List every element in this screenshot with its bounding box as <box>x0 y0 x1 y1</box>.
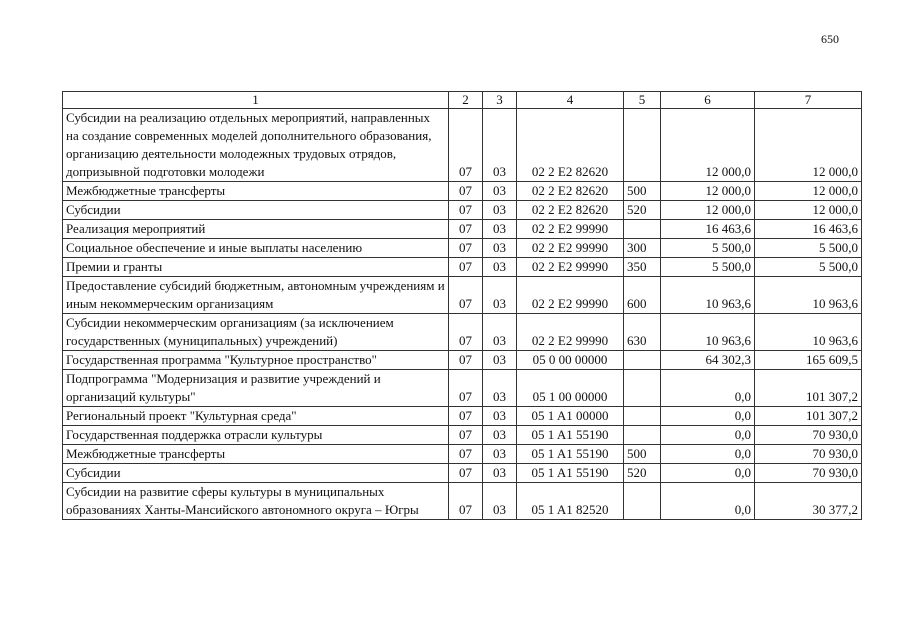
section-code-cell: 07 <box>449 445 483 464</box>
column-header-3: 3 <box>483 92 517 109</box>
amount-year1-cell: 10 963,6 <box>661 314 755 351</box>
target-article-cell: 05 1 A1 55190 <box>517 445 624 464</box>
section-code-cell: 07 <box>449 201 483 220</box>
amount-year1-cell: 12 000,0 <box>661 182 755 201</box>
target-article-cell: 02 2 E2 82620 <box>517 201 624 220</box>
table-row <box>63 370 862 407</box>
target-article-cell: 02 2 E2 99990 <box>517 258 624 277</box>
amount-year2-cell: 70 930,0 <box>755 426 862 445</box>
expense-type-cell: 500 <box>624 182 661 201</box>
subsection-code-cell: 03 <box>483 239 517 258</box>
subsection-code-cell: 03 <box>483 370 517 407</box>
amount-year1-cell: 12 000,0 <box>661 201 755 220</box>
amount-year2-cell: 5 500,0 <box>755 258 862 277</box>
expense-type-cell <box>624 109 661 182</box>
target-article-cell: 02 2 E2 82620 <box>517 182 624 201</box>
amount-year1-cell: 0,0 <box>661 407 755 426</box>
section-code-cell: 07 <box>449 109 483 182</box>
subsection-code-cell: 03 <box>483 182 517 201</box>
section-code-cell: 07 <box>449 426 483 445</box>
row-name-cell: Реализация мероприятий <box>63 220 449 239</box>
amount-year2-cell: 101 307,2 <box>755 407 862 426</box>
amount-year2-cell: 12 000,0 <box>755 201 862 220</box>
subsection-code-cell: 03 <box>483 277 517 314</box>
section-code-cell: 07 <box>449 258 483 277</box>
section-code-cell: 07 <box>449 314 483 351</box>
column-header-1: 1 <box>63 92 449 109</box>
row-name-cell: Субсидии некоммерческим организациям (за исключением государственных (муниципальных) учреждений) <box>63 314 449 351</box>
column-header-5: 5 <box>624 92 661 109</box>
column-header-6: 6 <box>661 92 755 109</box>
table-row <box>63 239 862 258</box>
expense-type-cell <box>624 220 661 239</box>
column-header-4: 4 <box>517 92 624 109</box>
expense-type-cell: 520 <box>624 201 661 220</box>
target-article-cell: 02 2 E2 99990 <box>517 239 624 258</box>
target-article-cell: 05 1 00 00000 <box>517 370 624 407</box>
section-code-cell: 07 <box>449 182 483 201</box>
amount-year2-cell: 16 463,6 <box>755 220 862 239</box>
column-header-2: 2 <box>449 92 483 109</box>
subsection-code-cell: 03 <box>483 220 517 239</box>
expense-type-cell: 600 <box>624 277 661 314</box>
table-row <box>63 314 862 351</box>
amount-year2-cell: 70 930,0 <box>755 464 862 483</box>
table-body <box>63 109 862 520</box>
amount-year1-cell: 10 963,6 <box>661 277 755 314</box>
amount-year1-cell: 5 500,0 <box>661 239 755 258</box>
amount-year2-cell: 12 000,0 <box>755 109 862 182</box>
row-name-cell: Подпрограмма "Модернизация и развитие учреждений и организаций культуры" <box>63 370 449 407</box>
section-code-cell: 07 <box>449 464 483 483</box>
table-row <box>63 445 862 464</box>
row-name-cell: Государственная программа "Культурное пространство" <box>63 351 449 370</box>
subsection-code-cell: 03 <box>483 314 517 351</box>
expense-type-cell <box>624 407 661 426</box>
table-row <box>63 258 862 277</box>
table-row <box>63 182 862 201</box>
amount-year2-cell: 10 963,6 <box>755 314 862 351</box>
amount-year1-cell: 5 500,0 <box>661 258 755 277</box>
table-row <box>63 351 862 370</box>
target-article-cell: 02 2 E2 99990 <box>517 277 624 314</box>
expense-type-cell <box>624 351 661 370</box>
section-code-cell: 07 <box>449 370 483 407</box>
section-code-cell: 07 <box>449 220 483 239</box>
amount-year2-cell: 12 000,0 <box>755 182 862 201</box>
table-row <box>63 464 862 483</box>
amount-year1-cell: 0,0 <box>661 426 755 445</box>
amount-year1-cell: 12 000,0 <box>661 109 755 182</box>
amount-year2-cell: 70 930,0 <box>755 445 862 464</box>
expense-type-cell: 500 <box>624 445 661 464</box>
target-article-cell: 02 2 E2 99990 <box>517 314 624 351</box>
target-article-cell: 05 1 A1 55190 <box>517 426 624 445</box>
row-name-cell: Межбюджетные трансферты <box>63 182 449 201</box>
row-name-cell: Государственная поддержка отрасли культуры <box>63 426 449 445</box>
budget-table <box>62 91 862 520</box>
row-name-cell: Субсидии на развитие сферы культуры в муниципальных образованиях Ханты-Мансийского автономного округа – Югры <box>63 483 449 520</box>
row-name-cell: Региональный проект "Культурная среда" <box>63 407 449 426</box>
amount-year2-cell: 165 609,5 <box>755 351 862 370</box>
subsection-code-cell: 03 <box>483 351 517 370</box>
subsection-code-cell: 03 <box>483 445 517 464</box>
row-name-cell: Субсидии <box>63 464 449 483</box>
row-name-cell: Субсидии на реализацию отдельных мероприятий, направленных на создание современных моделей дополнительного образования, организацию деятельности молодежных трудовых отрядов, допризывной подготовки молодежи <box>63 109 449 182</box>
amount-year1-cell: 0,0 <box>661 370 755 407</box>
section-code-cell: 07 <box>449 277 483 314</box>
amount-year2-cell: 101 307,2 <box>755 370 862 407</box>
column-header-7: 7 <box>755 92 862 109</box>
table-row <box>63 109 862 182</box>
amount-year2-cell: 30 377,2 <box>755 483 862 520</box>
amount-year2-cell: 5 500,0 <box>755 239 862 258</box>
expense-type-cell: 630 <box>624 314 661 351</box>
expense-type-cell <box>624 426 661 445</box>
amount-year1-cell: 64 302,3 <box>661 351 755 370</box>
target-article-cell: 05 1 A1 00000 <box>517 407 624 426</box>
target-article-cell: 02 2 E2 99990 <box>517 220 624 239</box>
table-row <box>63 426 862 445</box>
table-row <box>63 407 862 426</box>
target-article-cell: 05 1 A1 55190 <box>517 464 624 483</box>
table-row <box>63 220 862 239</box>
target-article-cell: 02 2 E2 82620 <box>517 109 624 182</box>
table-row <box>63 277 862 314</box>
amount-year1-cell: 0,0 <box>661 464 755 483</box>
subsection-code-cell: 03 <box>483 483 517 520</box>
section-code-cell: 07 <box>449 483 483 520</box>
subsection-code-cell: 03 <box>483 426 517 445</box>
amount-year1-cell: 16 463,6 <box>661 220 755 239</box>
target-article-cell: 05 1 A1 82520 <box>517 483 624 520</box>
expense-type-cell: 350 <box>624 258 661 277</box>
row-name-cell: Предоставление субсидий бюджетным, автономным учреждениям и иным некоммерческим организациям <box>63 277 449 314</box>
expense-type-cell <box>624 370 661 407</box>
row-name-cell: Межбюджетные трансферты <box>63 445 449 464</box>
row-name-cell: Социальное обеспечение и иные выплаты населению <box>63 239 449 258</box>
section-code-cell: 07 <box>449 239 483 258</box>
subsection-code-cell: 03 <box>483 201 517 220</box>
expense-type-cell: 520 <box>624 464 661 483</box>
expense-type-cell: 300 <box>624 239 661 258</box>
expense-type-cell <box>624 483 661 520</box>
column-number-row <box>63 92 862 109</box>
subsection-code-cell: 03 <box>483 464 517 483</box>
section-code-cell: 07 <box>449 351 483 370</box>
row-name-cell: Субсидии <box>63 201 449 220</box>
subsection-code-cell: 03 <box>483 407 517 426</box>
section-code-cell: 07 <box>449 407 483 426</box>
page-number: 650 <box>821 32 839 46</box>
amount-year2-cell: 10 963,6 <box>755 277 862 314</box>
amount-year1-cell: 0,0 <box>661 445 755 464</box>
target-article-cell: 05 0 00 00000 <box>517 351 624 370</box>
table-row <box>63 483 862 520</box>
amount-year1-cell: 0,0 <box>661 483 755 520</box>
row-name-cell: Премии и гранты <box>63 258 449 277</box>
subsection-code-cell: 03 <box>483 109 517 182</box>
table-row <box>63 201 862 220</box>
subsection-code-cell: 03 <box>483 258 517 277</box>
